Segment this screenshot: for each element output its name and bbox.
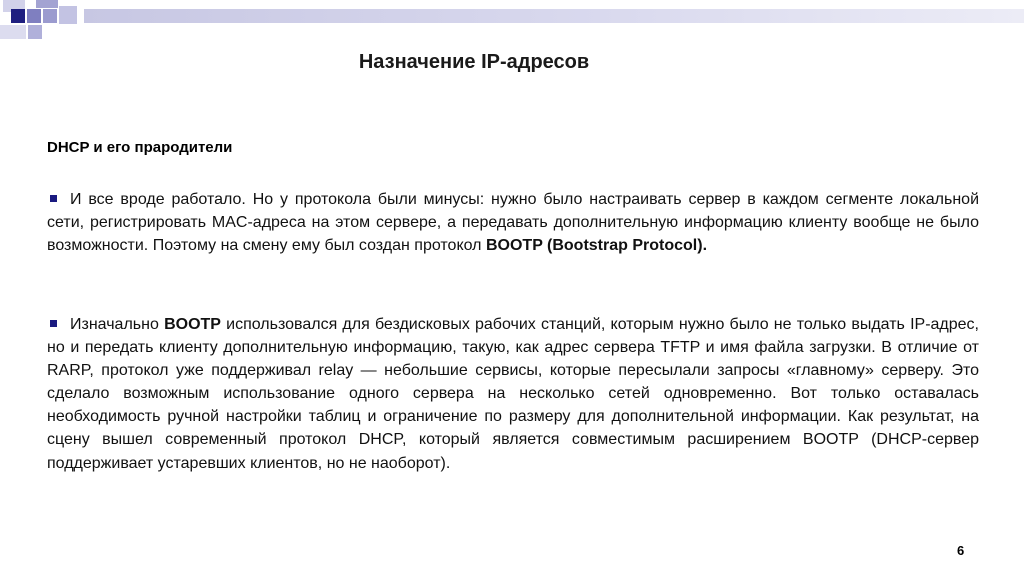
paragraph-1-bold: BOOTP (Bootstrap Protocol). — [485, 237, 708, 255]
paragraph-1-text: И все вроде работало. Но у протокола были минусы: нужно было настраивать сервер в каждом сегменте локальной сети, регистрировать MAC-адреса на этом сервере, а передавать дополнительную информацию клиенту вообще не было возможности. Поэтому на смену ему был создан протокол — [47, 191, 979, 255]
slide-title: Назначение IP-адресов — [358, 51, 590, 73]
decor-square-mid — [28, 25, 42, 39]
paragraph-2-text-start: Изначально — [70, 316, 165, 333]
decor-square-light — [59, 6, 77, 24]
header-bar — [84, 9, 1024, 23]
decor-square-mid — [27, 9, 41, 23]
decor-square-dark — [11, 9, 25, 23]
paragraph-2-bold: BOOTP — [164, 316, 221, 333]
slide-subtitle: DHCP и его прародители — [47, 139, 233, 156]
decor-square-mid — [43, 9, 57, 23]
header-decoration — [0, 0, 1024, 40]
bullet-square-icon — [50, 195, 57, 202]
page-number: 6 — [957, 543, 965, 558]
decor-square-mid — [36, 0, 58, 8]
paragraph-2 — [47, 313, 979, 475]
decor-square-light — [0, 25, 26, 39]
paragraph-1 — [47, 188, 979, 257]
bullet-square-icon — [50, 320, 57, 327]
paragraph-2-text-end: использовался для бездисковых рабочих станций, которым нужно было не только выдать IP-адрес, но и передать клиенту дополнительную информацию, такую, как адрес сервера TFTP и имя файла загрузки. В отличие от RARP, протокол уже поддерживал relay — небольшие сервисы, которые пересылали запросы «главному» серверу. Это сделало возможным использование одного сервера на несколько сетей одновременно. Вот только оставалась необходимость ручной настройки таблиц и ограничение по размеру для дополнительной информации. Как результат, на сцену вышел современный протокол DHCP, который является совместимым расширением BOOTP (DHCP-сервер поддерживает устаревших клиентов, но не наоборот). — [47, 316, 980, 472]
